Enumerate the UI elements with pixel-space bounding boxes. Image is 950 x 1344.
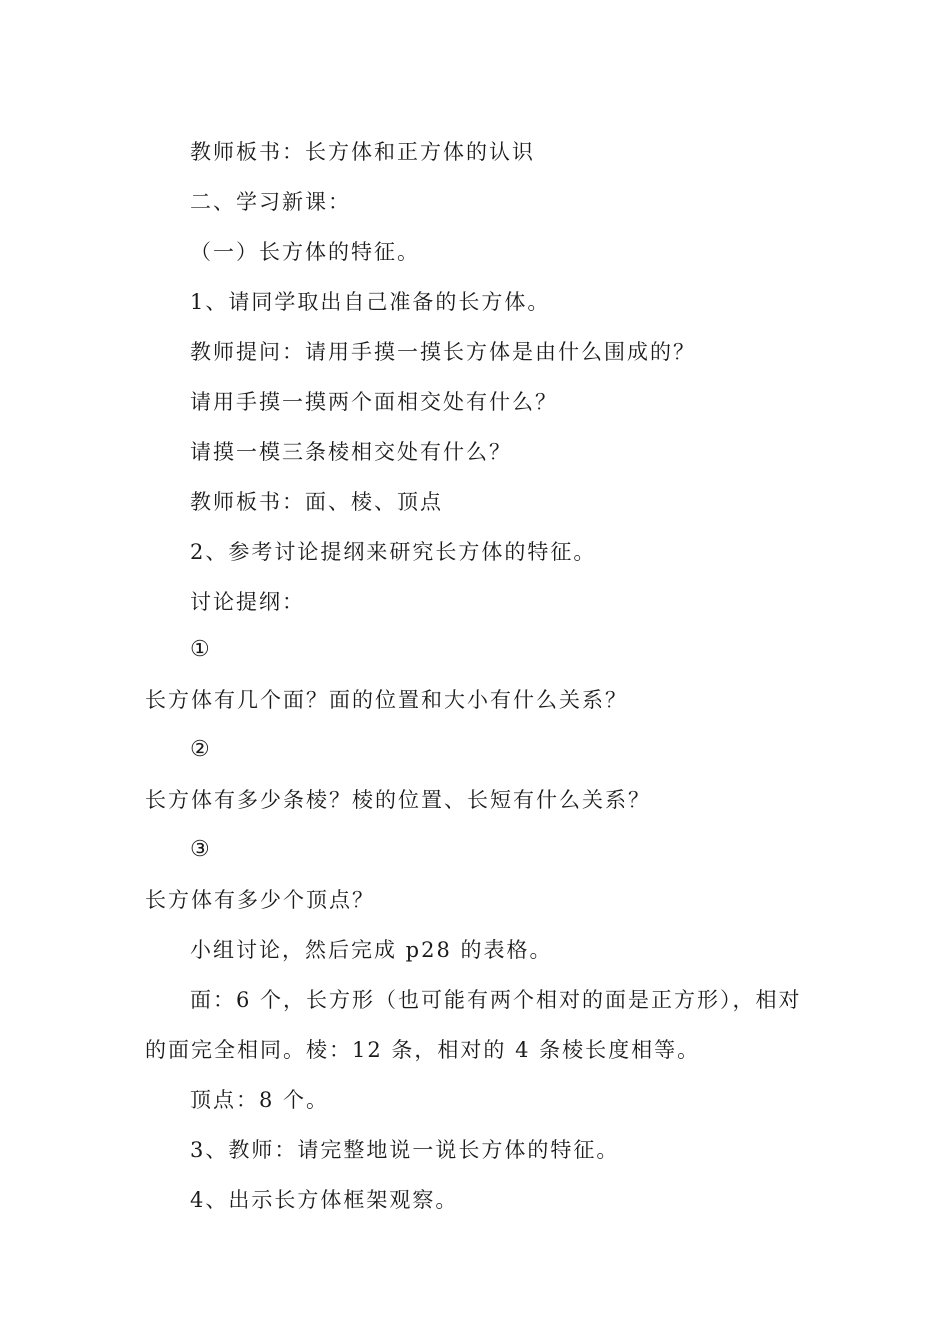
list-item-vertices: 长方体有多少个顶点？	[145, 888, 375, 912]
paragraph-question-edges: 请摸一模三条棱相交处有什么？	[190, 440, 512, 464]
subsection-heading-features: （一）长方体的特征。	[190, 240, 420, 264]
paragraph-group-discussion: 小组讨论，然后完成 p28 的表格。	[190, 938, 553, 962]
list-marker-1: ①	[190, 637, 212, 662]
paragraph-board-title: 教师板书：长方体和正方体的认识	[190, 140, 535, 164]
paragraph-step-4: 4、出示长方体框架观察。	[190, 1188, 459, 1212]
paragraph-outline-label: 讨论提纲：	[190, 590, 305, 614]
list-marker-2: ②	[190, 737, 212, 762]
paragraph-answer-faces: 面：6 个，长方形（也可能有两个相对的面是正方形），相对	[190, 988, 802, 1012]
paragraph-board-keywords: 教师板书：面、棱、顶点	[190, 490, 443, 514]
list-item-faces: 长方体有几个面？面的位置和大小有什么关系？	[145, 688, 628, 712]
paragraph-answer-edges: 的面完全相同。棱：12 条，相对的 4 条棱长度相等。	[145, 1038, 701, 1062]
paragraph-step-2: 2、参考讨论提纲来研究长方体的特征。	[190, 540, 597, 564]
paragraph-step-1: 1、请同学取出自己准备的长方体。	[190, 290, 551, 314]
section-heading-new-lesson: 二、学习新课：	[190, 190, 351, 214]
paragraph-teacher-question: 教师提问：请用手摸一摸长方体是由什么围成的？	[190, 340, 696, 364]
paragraph-step-3: 3、教师：请完整地说一说长方体的特征。	[190, 1138, 620, 1162]
paragraph-question-faces: 请用手摸一摸两个面相交处有什么？	[190, 390, 558, 414]
paragraph-answer-vertices: 顶点：8 个。	[190, 1088, 330, 1112]
list-item-edges: 长方体有多少条棱？棱的位置、长短有什么关系？	[145, 788, 651, 812]
list-marker-3: ③	[190, 837, 212, 862]
